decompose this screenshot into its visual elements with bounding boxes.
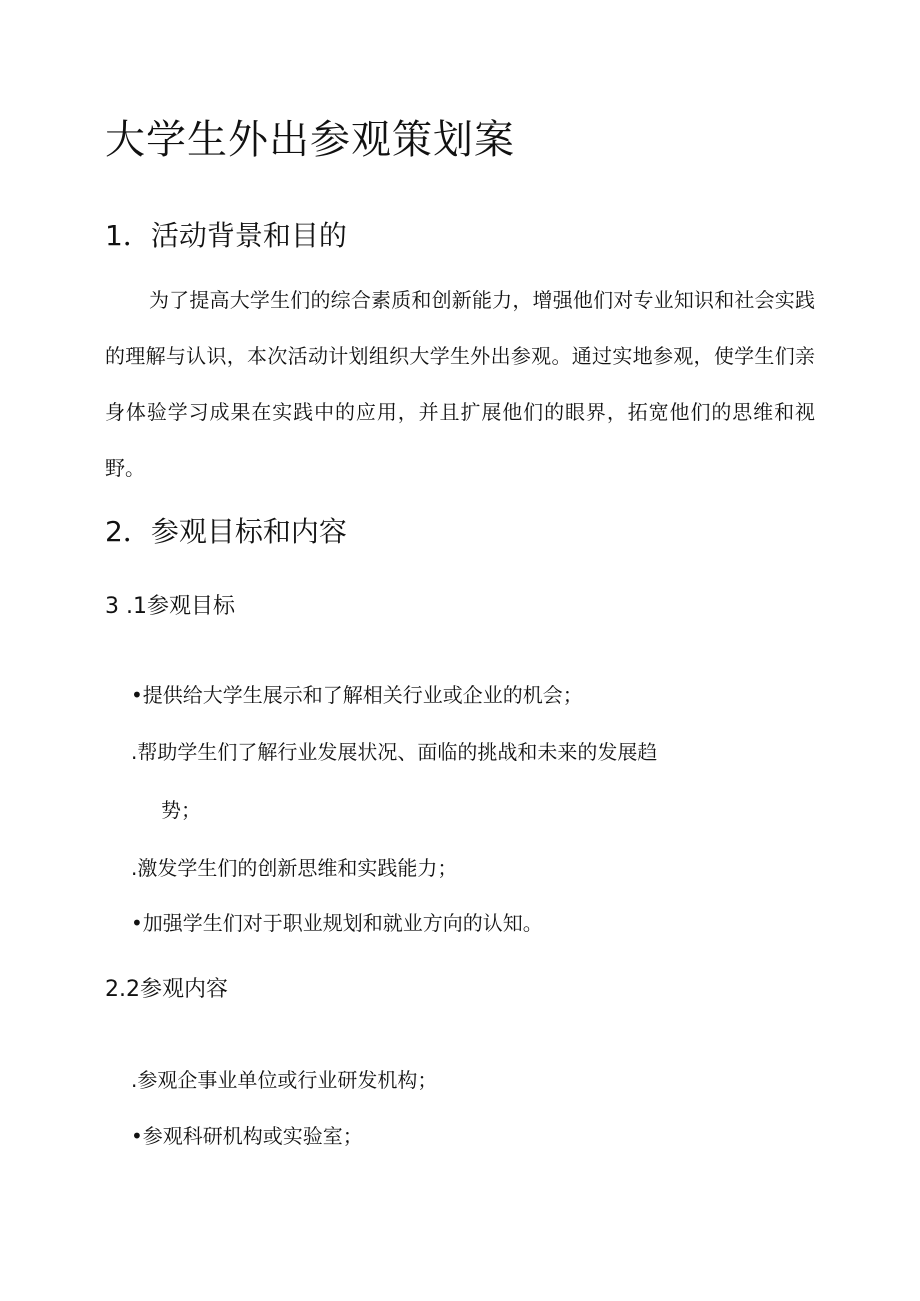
bullet-marker: .	[131, 740, 138, 764]
bullet-marker: •	[131, 1124, 143, 1148]
goal-item-2-continuation	[161, 795, 201, 825]
goal-item-3	[131, 853, 457, 883]
bullet-marker: .	[131, 856, 138, 880]
goal-item-4	[131, 908, 543, 938]
section-2-heading: 2．参观目标和内容	[105, 515, 347, 548]
goal-item-4-text: 加强学生们对于职业规划和就业方向的认知。	[142, 911, 543, 935]
goal-item-3-text: 激发学生们的创新思维和实践能力；	[137, 856, 458, 880]
content-item-2-text: 参观科研机构或实验室；	[142, 1124, 363, 1148]
bullet-marker: .	[131, 1068, 138, 1092]
goal-item-2	[131, 737, 657, 767]
section-1-paragraph: 为了提高大学生们的综合素质和创新能力，增强他们对专业知识和社会实践的理解与认识，本次活动计划组织大学生外出参观。通过实地参观，使学生们亲身体验学习成果在实践中的应用，并且扩展他们的眼界，拓宽他们的思维和视野。	[105, 288, 815, 480]
bullet-marker: •	[131, 683, 143, 707]
section-1-heading: 1．活动背景和目的	[105, 219, 347, 252]
goal-item-2-text: 帮助学生们了解行业发展状况、面临的挑战和未来的发展趋	[137, 740, 658, 764]
goal-item-1	[131, 680, 583, 710]
bullet-marker: •	[131, 911, 143, 935]
section-2-2-heading: 2.2参观内容	[105, 977, 228, 1002]
goal-item-1-text: 提供给大学生展示和了解相关行业或企业的机会；	[142, 683, 583, 707]
content-item-1	[131, 1065, 437, 1095]
section-2-1-heading: 3 .1参观目标	[105, 594, 235, 619]
document-title: 大学生外出参观策划案	[105, 117, 515, 163]
content-item-1-text: 参观企事业单位或行业研发机构；	[137, 1068, 438, 1092]
content-item-2	[131, 1121, 363, 1151]
goal-item-2-continuation-text: 势；	[161, 798, 201, 822]
